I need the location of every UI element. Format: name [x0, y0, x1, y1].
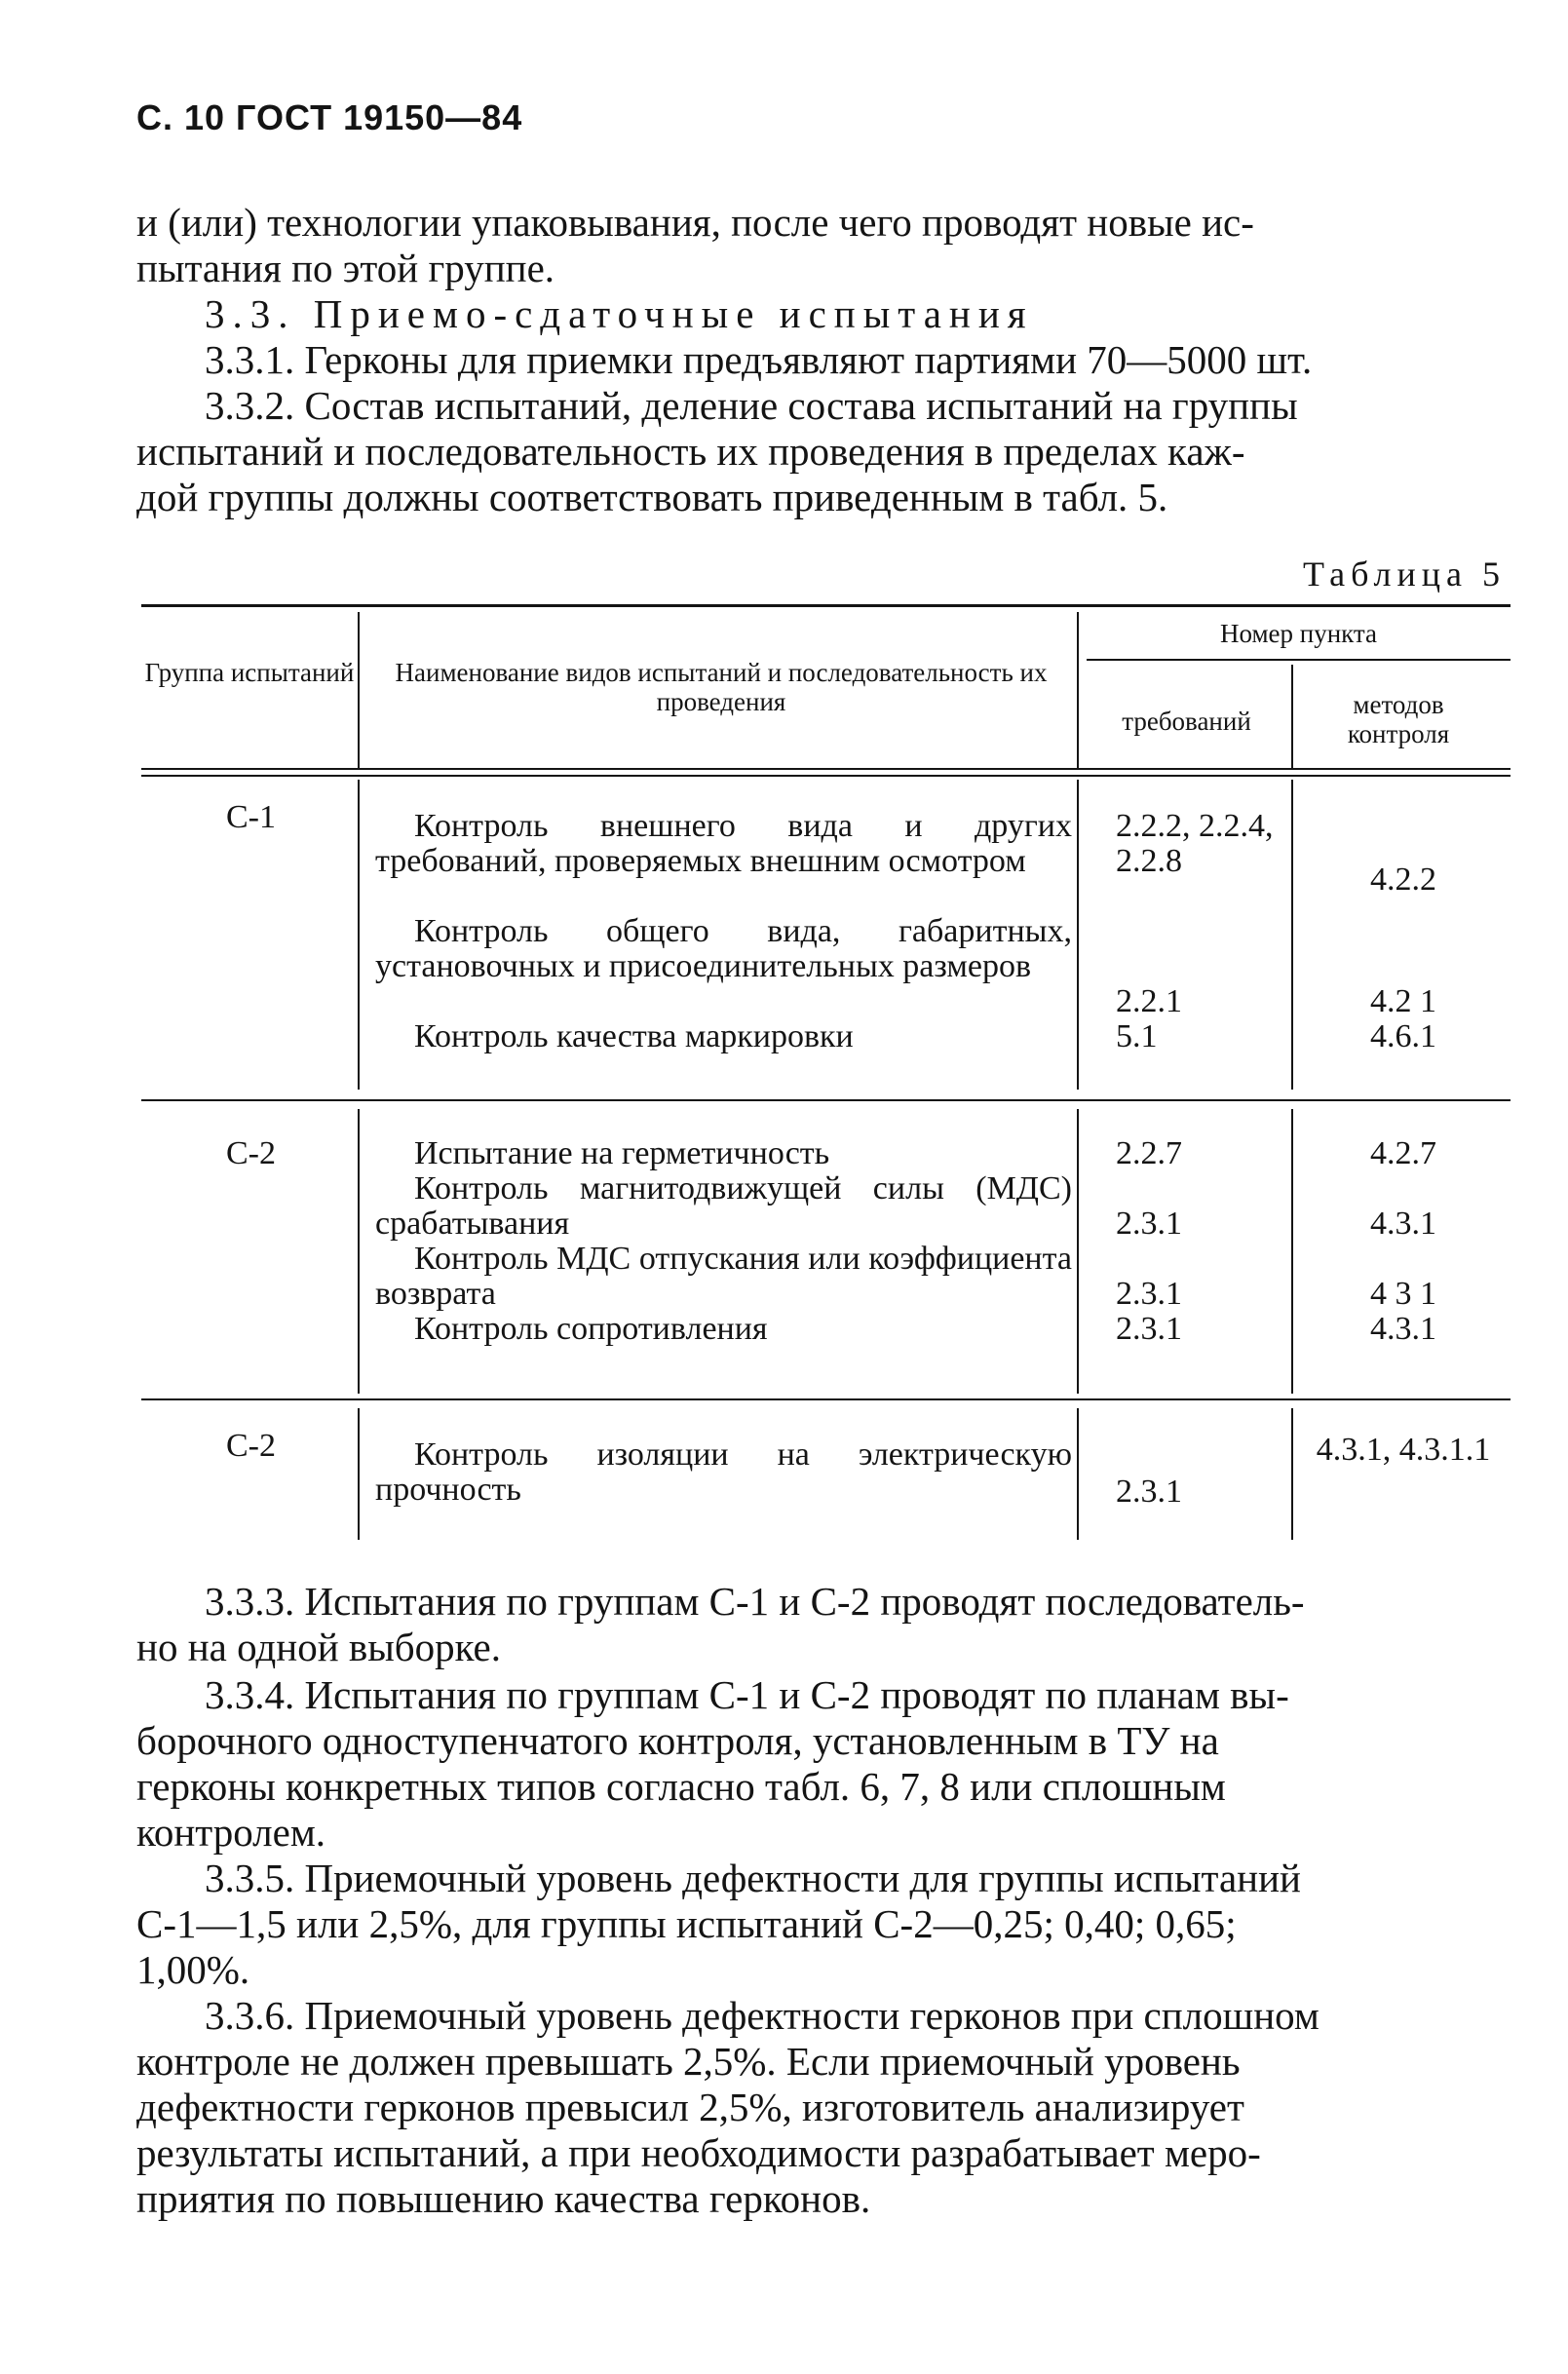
req-cell: 5.1 [1116, 1018, 1158, 1054]
req-cell: 2.2.1 [1116, 983, 1182, 1019]
divider [1291, 1408, 1293, 1540]
method-cell: 4.3.1, 4.3.1.1 [1316, 1432, 1491, 1468]
test-name-text: Контроль магнитодвижущей силы (МДС) срабатывания [375, 1170, 1072, 1242]
header-group: Группа испытаний [144, 658, 355, 687]
method-cell: 4.3.1 [1370, 1206, 1436, 1242]
test-name-text: Контроль сопротивления [414, 1311, 768, 1347]
method-cell: 4.2 1 [1370, 983, 1436, 1019]
group-rule [141, 1398, 1511, 1400]
text-line: пытания по этой группе. [136, 246, 555, 290]
group-rule [141, 1099, 1511, 1101]
test-name [375, 1312, 1072, 1347]
divider [1077, 1109, 1079, 1394]
header-rule [141, 768, 1511, 770]
paragraph-3-3-1: 3.3.1. Герконы для приемки предъявляют партиями 70—5000 шт. [205, 337, 1313, 382]
text-line: борочного одноступенчатого контроля, установленным в ТУ на [136, 1718, 1219, 1763]
test-name-text: Контроль изоляции на электрическую прочность [375, 1436, 1072, 1508]
test-name-text: Контроль внешнего вида и других требований, проверяемых внешним осмотром [375, 808, 1072, 879]
text-line: 3.3.3. Испытания по группам С-1 и С-2 проводят последователь- [205, 1579, 1305, 1624]
req-cell: 2.2.2, 2.2.4, 2.2.8 [1116, 808, 1274, 879]
test-name-text: Контроль общего вида, габаритных, установочных и присоединительных размеров [375, 913, 1072, 984]
text-line: дефектности герконов превысил 2,5%, изготовитель анализирует [136, 2085, 1244, 2129]
text-line: 1,00%. [136, 1947, 250, 1992]
divider [1077, 1408, 1079, 1540]
paragraph-3-3-3 [136, 1579, 1506, 1670]
paragraph-3-3-5 [136, 1856, 1506, 1993]
header-number: Номер пункта [1219, 619, 1378, 648]
test-name-text: Испытание на герметичность [414, 1135, 830, 1171]
method-cell: 4.6.1 [1370, 1018, 1436, 1054]
text-line: 3.3.2. Состав испытаний, деление состава испытаний на группы [205, 383, 1298, 428]
section-heading-3-3 [136, 291, 1506, 337]
test-name [375, 1171, 1072, 1242]
divider [1077, 780, 1079, 1090]
tests-table [141, 604, 1511, 1540]
divider [1291, 780, 1293, 1090]
paragraph-3-3-6 [136, 1993, 1506, 2222]
table-top-rule [141, 604, 1511, 607]
req-cell: 2.2.7 [1116, 1135, 1182, 1171]
text-line: герконы конкретных типов согласно табл. 6, 7, 8 или сплошным [136, 1764, 1226, 1809]
text-line: приятия по повышению качества герконов. [136, 2176, 871, 2221]
req-cell: 2.3.1 [1116, 1311, 1182, 1347]
header-methods: методов контроля [1347, 690, 1450, 748]
paragraph-3-3-4 [136, 1672, 1506, 1856]
method-cell: 4.2.2 [1370, 862, 1436, 898]
header-requirements: требований [1122, 707, 1251, 736]
text-line: 3.3.6. Приемочный уровень дефектности герконов при сплошном [205, 1993, 1319, 2038]
text-line: 3.3.4. Испытания по группам С-1 и С-2 проводят по планам вы- [205, 1672, 1289, 1717]
req-cell: 2.3.1 [1116, 1206, 1182, 1242]
group-label: С-2 [226, 1135, 276, 1171]
text-line: С-1—1,5 или 2,5%, для группы испытаний С-2—0,25; 0,40; 0,65; [136, 1901, 1237, 1946]
req-cell: 2.3.1 [1116, 1276, 1182, 1312]
test-name [375, 1242, 1072, 1312]
paragraph-3-3-2 [136, 383, 1506, 520]
test-name-text: Контроль МДС отпускания или коэффициента возврата [375, 1241, 1072, 1312]
header-name: Наименование видов испытаний и последовательность их проведения [395, 658, 1048, 716]
divider [1291, 665, 1293, 768]
text-line: результаты испытаний, а при необходимости разрабатывает меро- [136, 2130, 1261, 2175]
header-rule [141, 775, 1511, 777]
test-name [375, 809, 1072, 879]
test-name [375, 914, 1072, 984]
method-cell: 4 3 1 [1370, 1276, 1436, 1312]
test-name [375, 1437, 1072, 1508]
section-title: 3.3. Приемо-сдаточные испытания [205, 291, 1034, 336]
text-line: контроле не должен превышать 2,5%. Если приемочный уровень [136, 2039, 1241, 2084]
group-label: С-2 [226, 1428, 276, 1464]
text-line: испытаний и последовательность их проведения в пределах каж- [136, 429, 1245, 474]
text-line: контролем. [136, 1810, 326, 1855]
test-name [375, 1019, 1072, 1054]
page-header: С. 10 ГОСТ 19150—84 [136, 97, 523, 137]
method-cell: 4.2.7 [1370, 1135, 1436, 1171]
test-name-text: Контроль качества маркировки [414, 1018, 854, 1054]
text-line: дой группы должны соответствовать приведенным в табл. 5. [136, 475, 1168, 519]
req-cell: 2.3.1 [1116, 1474, 1182, 1510]
intro-paragraph [136, 200, 1506, 291]
divider [1087, 659, 1511, 661]
text-line: но на одной выборке. [136, 1625, 502, 1669]
table-caption: Таблица 5 [1303, 555, 1506, 594]
group-label: С-1 [226, 799, 276, 835]
text-line: 3.3.5. Приемочный уровень дефектности для группы испытаний [205, 1856, 1301, 1900]
divider [358, 612, 360, 768]
divider [1291, 1109, 1293, 1394]
test-name [375, 1136, 1072, 1171]
method-cell: 4.3.1 [1370, 1311, 1436, 1347]
text-line: и (или) технологии упаковывания, после чего проводят новые ис- [136, 200, 1254, 245]
divider [1077, 612, 1079, 768]
